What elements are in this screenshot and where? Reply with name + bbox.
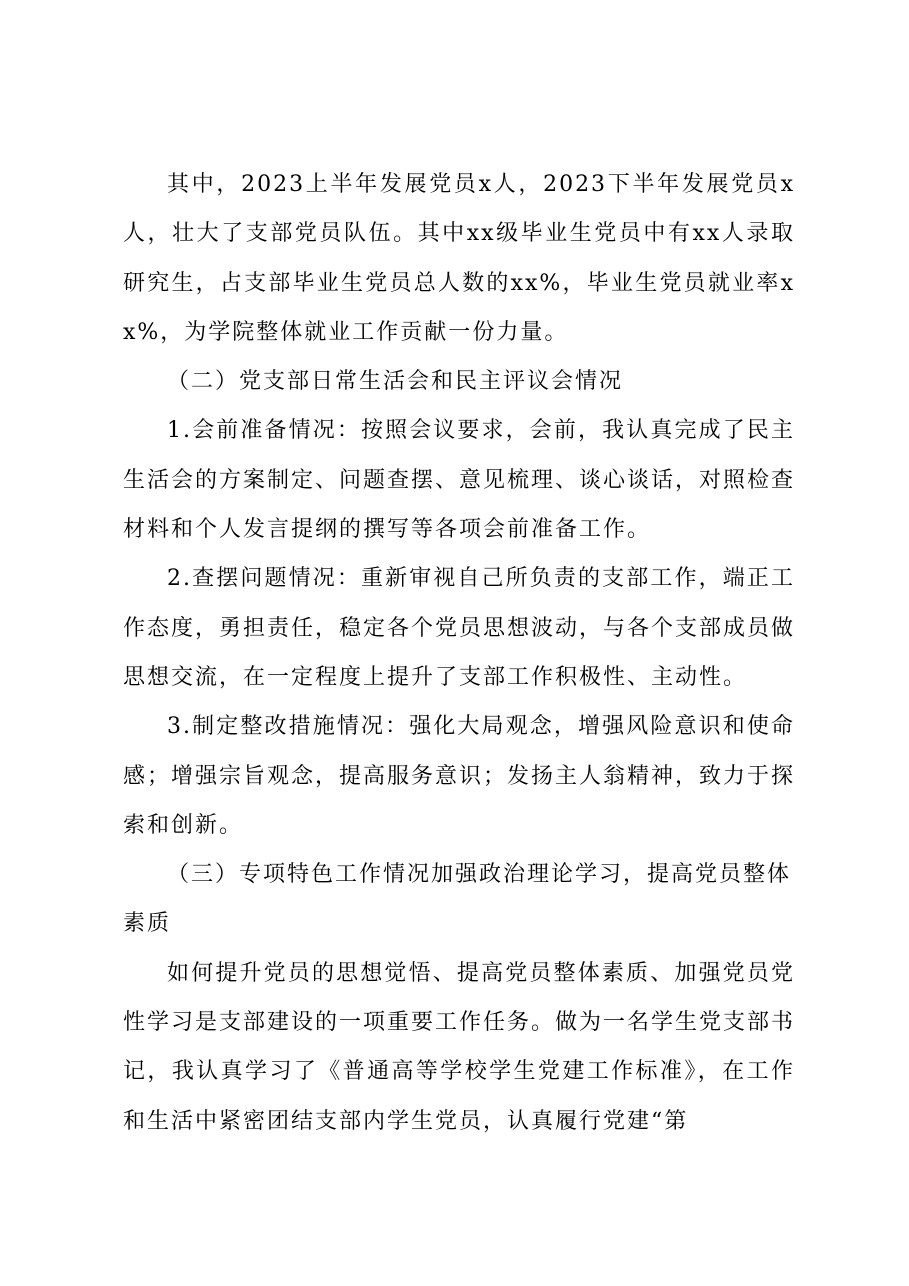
paragraph-meeting-preparation: 1.会前准备情况：按照会议要求，会前，我认真完成了民主生活会的方案制定、问题查摆、意见梳理、谈心谈话，对照检查材料和个人发言提纲的撰写等各项会前准备工作。 — [123, 418, 796, 543]
section-heading-3: （三）专项特色工作情况加强政治理论学习，提高党员整体素质 — [123, 862, 792, 937]
paragraph-problem-review: 2.查摆问题情况：重新审视自己所负责的支部工作，端正工作态度，勇担责任，稳定各个党员思想波动，与各个支部成员做思想交流，在一定程度上提升了支部工作积极性、主动性。 — [123, 566, 796, 690]
document-page — [123, 160, 795, 1146]
paragraph-political-study: 如何提升党员的思想觉悟、提高党员整体素质、加强党员党性学习是支部建设的一项重要工作任务。做为一名学生党支部书记，我认真学习了《普通高等学校学生党建工作标准》，在工作和生活中紧密团结支部内学生党员，认真履行党建“第 — [123, 960, 796, 1134]
paragraph-member-development: 其中，2023上半年发展党员x人，2023下半年发展党员x人，壮大了支部党员队伍。其中xx级毕业生党员中有xx人录取研究生，占支部毕业生党员总人数的xx%，毕业生党员就业率xx%，为学院整体就业工作贡献一份力量。 — [123, 172, 795, 345]
section-heading-2: （二）党支部日常生活会和民主评议会情况 — [167, 369, 624, 395]
paragraph-rectification-measures: 3.制定整改措施情况：强化大局观念，增强风险意识和使命感；增强宗旨观念，提高服务意识；发扬主人翁精神，致力于探索和创新。 — [123, 714, 796, 838]
